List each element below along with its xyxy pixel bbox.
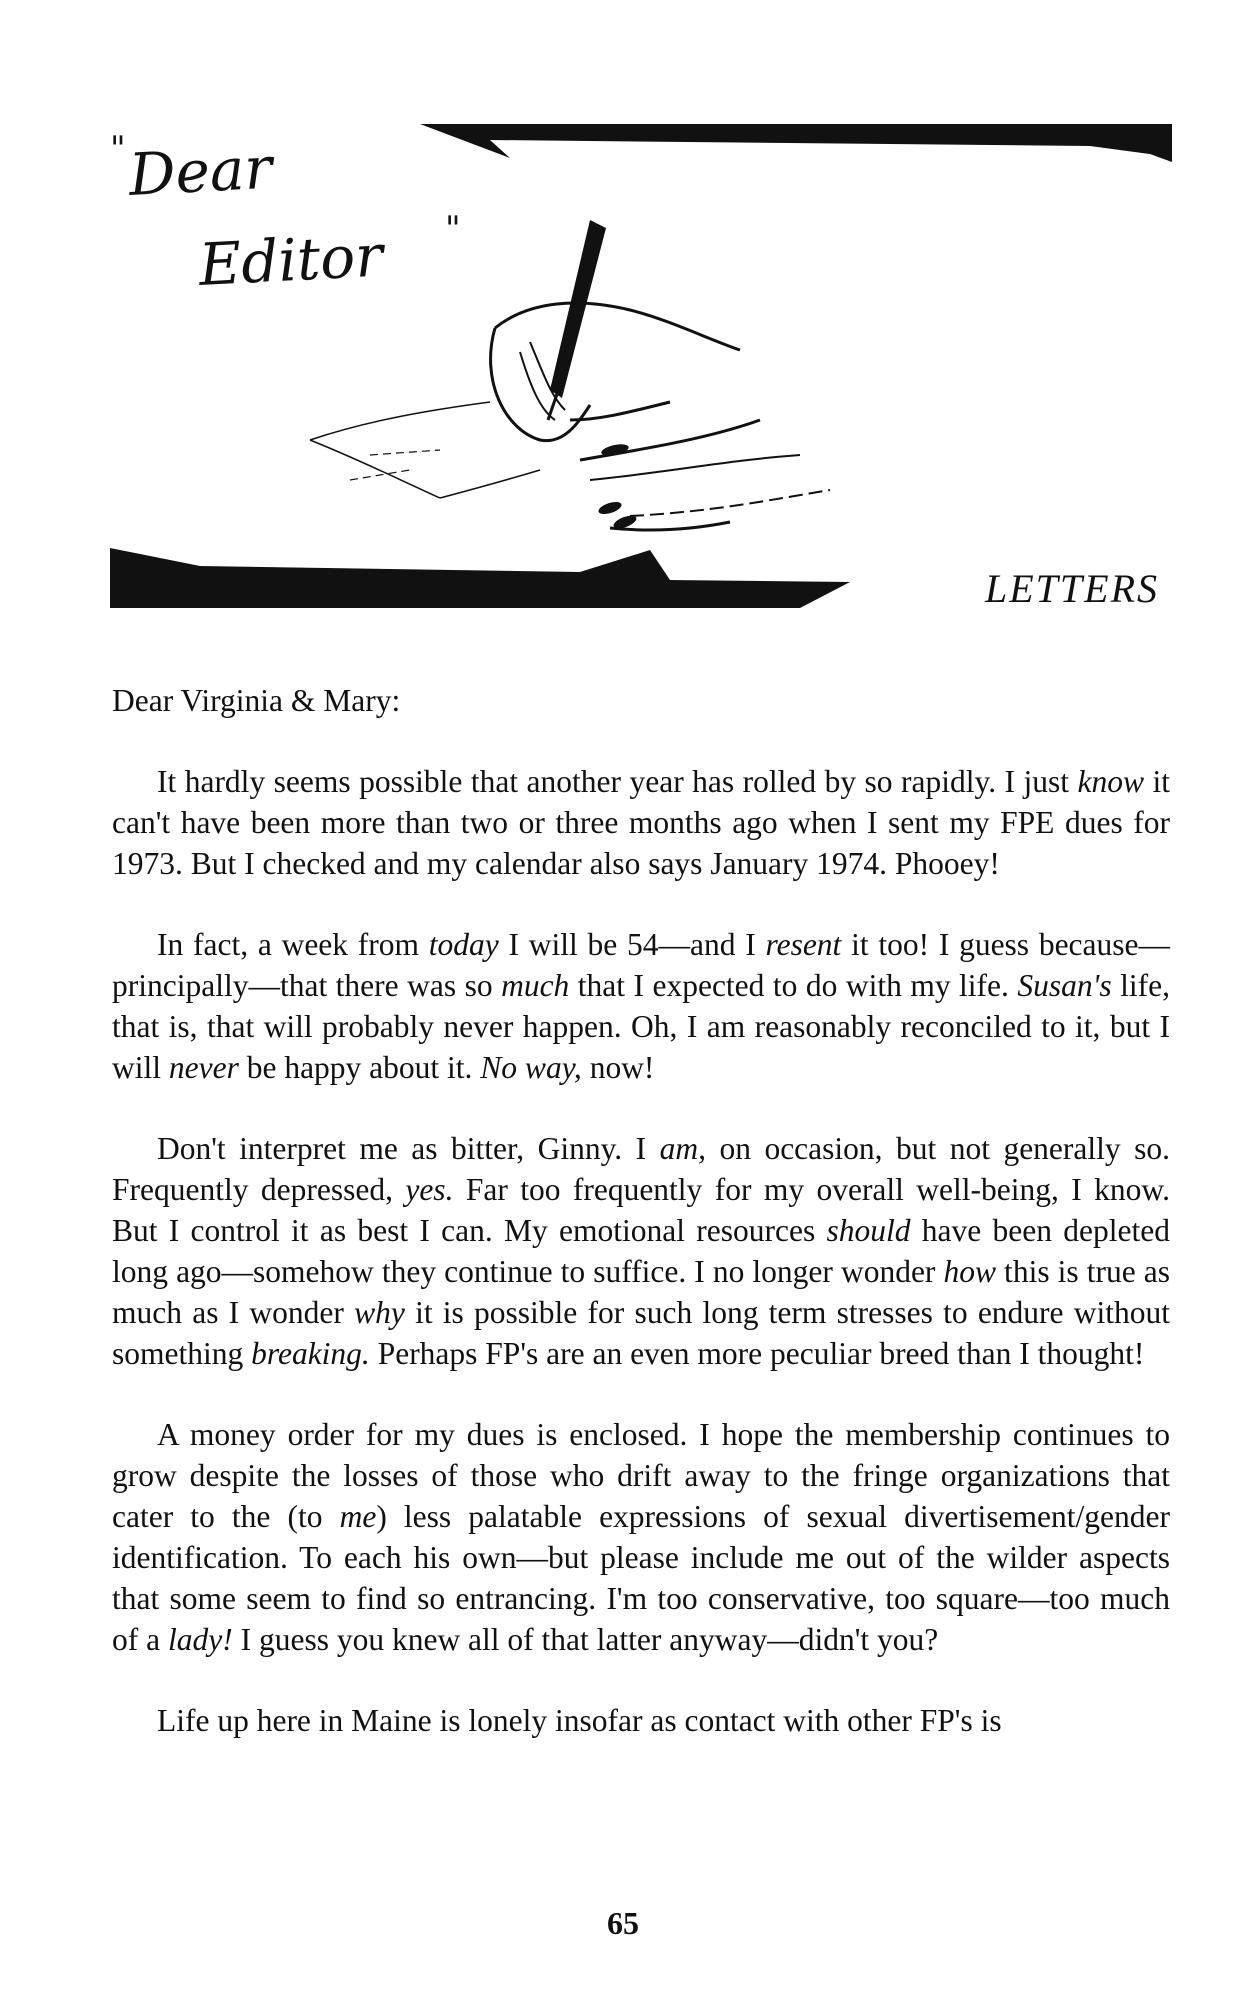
paragraph-text: life, that is, that will probably never happen. Oh, I am reasonably reconciled to it, but I will [112, 968, 1170, 1085]
paragraph-text: Don't interpret me as bitter, Ginny. I [157, 1131, 660, 1166]
emphasized-text: Susan's [1017, 968, 1112, 1003]
paragraph-text: Life up here in Maine is lonely insofar as contact with other FP's is [157, 1703, 1002, 1738]
paragraph-text: it can't have been more than two or three months ago when I sent my FPE dues for 1973. But I checked and my calendar also says January 1974. Phooey! [112, 764, 1170, 881]
paragraph-text: It hardly seems possible that another year has rolled by so rapidly. I just [157, 764, 1078, 799]
letter-paragraph [112, 1128, 1170, 1374]
emphasized-text: how [943, 1254, 996, 1289]
paragraph-text: I guess you knew all of that latter anyway—didn't you? [232, 1622, 939, 1657]
emphasized-text: No way, [480, 1050, 582, 1085]
paragraph-text: this is true as much as I wonder [112, 1254, 1170, 1330]
letter-paragraph [112, 924, 1170, 1088]
page-number: 65 [607, 1905, 639, 1941]
letter-paragraph [112, 1414, 1170, 1660]
hand-writing-illustration [110, 120, 1190, 640]
letter-paragraphs [112, 761, 1170, 1741]
emphasized-text: know [1077, 764, 1145, 799]
emphasized-text: resent [765, 927, 842, 962]
paragraph-text: Perhaps FP's are an even more peculiar breed than I thought! [369, 1336, 1145, 1371]
paragraph-text: A money order for my dues is enclosed. I hope the membership continues to grow despite the losses of those who drift away to the fringe organizations that cater to the (to [112, 1417, 1170, 1534]
emphasized-text: yes. [405, 1172, 454, 1207]
title-line2: Editor [197, 221, 385, 299]
emphasized-text: never [168, 1050, 239, 1085]
title-line1: Dear [127, 133, 274, 209]
paragraph-text: it is possible for such long term stresses to endure without something [112, 1295, 1170, 1371]
emphasized-text: much [501, 968, 570, 1003]
emphasized-text: breaking. [251, 1336, 370, 1371]
section-label-letters: LETTERS [985, 566, 1160, 611]
paragraph-text: on occasion, but not generally so. Frequently depressed, [112, 1131, 1170, 1207]
paragraph-text: be happy about it. [238, 1050, 481, 1085]
paragraph-text: have been depleted long ago—somehow they continue to suffice. I no longer wonder [112, 1213, 1170, 1289]
emphasized-text: why [354, 1295, 405, 1330]
paragraph-text: Far too frequently for my overall well-being, I know. But I control it as best I can. My emotional resources [112, 1172, 1170, 1248]
emphasized-text: am, [659, 1131, 706, 1166]
svg-text:": " [445, 209, 461, 249]
dear-editor-header-illustration [110, 120, 1190, 640]
emphasized-text: lady! [167, 1622, 233, 1657]
paragraph-text: now! [581, 1050, 655, 1085]
paragraph-text: it too! I guess because—principally—that there was so [112, 927, 1171, 1003]
letter-body [112, 680, 1170, 1781]
emphasized-text: today [428, 927, 499, 962]
paragraph-text: In fact, a week from [157, 927, 429, 962]
paragraph-text: ) less palatable expressions of sexual divertisement/gender identification. To each his own—but please include me out of the wilder aspects that some seem to find so entrancing. I'm too conservative, too square—too much of a [112, 1499, 1170, 1657]
letter-paragraph [112, 1700, 1170, 1741]
letter-paragraph [112, 761, 1170, 884]
paragraph-text: I will be 54—and I [498, 927, 766, 962]
letter-salutation: Dear Virginia & Mary: [112, 683, 401, 718]
svg-text:": " [110, 129, 126, 169]
emphasized-text: me [339, 1499, 377, 1534]
paragraph-text: that I expected to do with my life. [569, 968, 1018, 1003]
emphasized-text: should [826, 1213, 911, 1248]
